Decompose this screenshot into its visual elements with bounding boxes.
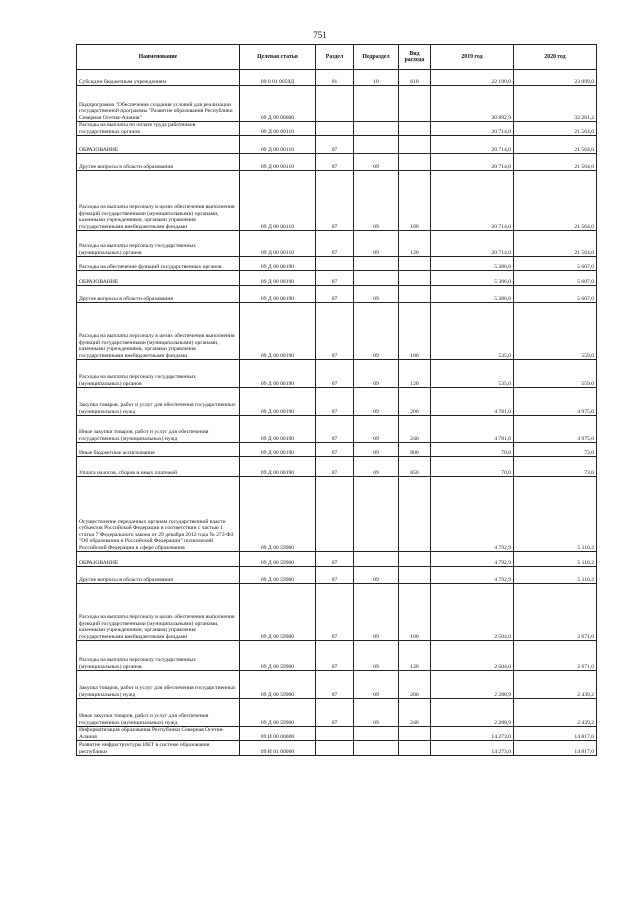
cell-subsection bbox=[354, 271, 399, 286]
cell-name: Закупка товаров, работ и услуг для обеспечения государственных (муниципальных) нужд bbox=[77, 671, 240, 699]
cell-name: Расходы на выплаты персоналу государственных (муниципальных) органов bbox=[77, 360, 240, 388]
cell-2020: 14 817,0 bbox=[514, 741, 597, 756]
cell-expense-type: 610 bbox=[399, 70, 431, 86]
cell-2020: 32 281,2 bbox=[514, 86, 597, 122]
cell-name: Развитие инфраструктуры ИКТ в системе образования республики bbox=[77, 741, 240, 756]
cell-2019: 20 714,0 bbox=[431, 231, 514, 257]
cell-2019: 535,0 bbox=[431, 303, 514, 360]
cell-subsection: 09 bbox=[354, 671, 399, 699]
table-row bbox=[77, 567, 597, 584]
table-row bbox=[77, 457, 597, 477]
table-row bbox=[77, 70, 597, 86]
cell-expense-type bbox=[399, 567, 431, 584]
header-section: Раздел bbox=[316, 45, 354, 70]
cell-target-code: 09 Д 00 00190 bbox=[240, 416, 316, 443]
cell-name: Расходы на выплаты персоналу в целях обеспечения выполнения функций государственными (муниципальными) органами, казенными учреждениями, органами управления государственными внебюджетными фондами bbox=[77, 303, 240, 360]
cell-section: 07 bbox=[316, 416, 354, 443]
cell-2020: 73,0 bbox=[514, 443, 597, 457]
cell-target-code: 09 Д 00 00000 bbox=[240, 86, 316, 122]
table-row bbox=[77, 416, 597, 443]
table-body bbox=[77, 70, 597, 756]
table-row bbox=[77, 86, 597, 122]
cell-target-code: 09 Д 00 00110 bbox=[240, 154, 316, 171]
header-target: Целевая статья bbox=[240, 45, 316, 70]
cell-expense-type bbox=[399, 727, 431, 741]
cell-section bbox=[316, 741, 354, 756]
cell-subsection bbox=[354, 86, 399, 122]
cell-name: Иные закупки товаров, работ и услуг для обеспечения государственных (муниципальных) нужд bbox=[77, 416, 240, 443]
cell-expense-type bbox=[399, 271, 431, 286]
cell-2020: 559,0 bbox=[514, 303, 597, 360]
cell-expense-type: 200 bbox=[399, 388, 431, 416]
cell-target-code: 09 И 00 00000 bbox=[240, 727, 316, 741]
cell-2019: 70,0 bbox=[431, 443, 514, 457]
cell-name: ОБРАЗОВАНИЕ bbox=[77, 271, 240, 286]
cell-2020: 21 564,0 bbox=[514, 171, 597, 231]
cell-2020: 5 110,2 bbox=[514, 477, 597, 552]
header-2020: 2020 год bbox=[514, 45, 597, 70]
cell-subsection: 09 bbox=[354, 360, 399, 388]
cell-section: 07 bbox=[316, 154, 354, 171]
cell-2019: 4 781,0 bbox=[431, 388, 514, 416]
cell-2020: 21 564,0 bbox=[514, 231, 597, 257]
cell-section bbox=[316, 122, 354, 136]
table-row bbox=[77, 271, 597, 286]
cell-2019: 2 504,0 bbox=[431, 584, 514, 641]
cell-expense-type bbox=[399, 477, 431, 552]
cell-section bbox=[316, 257, 354, 271]
table-row bbox=[77, 477, 597, 552]
cell-section: 07 bbox=[316, 271, 354, 286]
cell-subsection: 09 bbox=[354, 641, 399, 671]
budget-table bbox=[76, 44, 597, 756]
cell-expense-type bbox=[399, 154, 431, 171]
cell-subsection: 09 bbox=[354, 443, 399, 457]
table-row bbox=[77, 641, 597, 671]
cell-name: Осуществление переданных органам государственной власти субъектов Российской Федерации в соответствии с частью 1 статьи 7 Федерального закона от 29 декабря 2012 года № 273-ФЗ "Об образовании в Российской Федерации" полномочий Российской Федерации в сфере образования bbox=[77, 477, 240, 552]
cell-2019: 20 714,0 bbox=[431, 171, 514, 231]
table-row bbox=[77, 360, 597, 388]
cell-target-code: 09 Д 00 59900 bbox=[240, 641, 316, 671]
cell-section: 07 bbox=[316, 671, 354, 699]
table-row bbox=[77, 699, 597, 727]
page-number: 751 bbox=[313, 30, 327, 40]
cell-section: 07 bbox=[316, 552, 354, 567]
cell-2019: 4 781,0 bbox=[431, 416, 514, 443]
table-row bbox=[77, 257, 597, 271]
cell-name: Иные закупки товаров, работ и услуг для обеспечения государственных (муниципальных) нужд bbox=[77, 699, 240, 727]
header-type: Вид расхода bbox=[399, 45, 431, 70]
cell-subsection: 09 bbox=[354, 286, 399, 303]
cell-target-code: 09 Д 00 00190 bbox=[240, 286, 316, 303]
cell-subsection: 09 bbox=[354, 416, 399, 443]
cell-target-code: 09 Д 00 59900 bbox=[240, 552, 316, 567]
cell-expense-type: 240 bbox=[399, 699, 431, 727]
cell-2020: 2 671,0 bbox=[514, 584, 597, 641]
cell-name: Расходы на выплаты персоналу государственных (муниципальных) органов bbox=[77, 231, 240, 257]
table-row bbox=[77, 171, 597, 231]
cell-expense-type: 100 bbox=[399, 171, 431, 231]
cell-subsection bbox=[354, 122, 399, 136]
cell-subsection bbox=[354, 741, 399, 756]
cell-2020: 4 975,0 bbox=[514, 416, 597, 443]
cell-section: 07 bbox=[316, 171, 354, 231]
cell-expense-type bbox=[399, 122, 431, 136]
cell-section: 07 bbox=[316, 443, 354, 457]
cell-2019: 14 273,0 bbox=[431, 727, 514, 741]
cell-target-code: 09 Д 00 59900 bbox=[240, 671, 316, 699]
cell-target-code: 09 0 01 0059Д bbox=[240, 70, 316, 86]
cell-target-code: 09 Д 00 00190 bbox=[240, 271, 316, 286]
cell-subsection: 09 bbox=[354, 567, 399, 584]
table-row bbox=[77, 136, 597, 154]
table-row bbox=[77, 303, 597, 360]
cell-expense-type: 800 bbox=[399, 443, 431, 457]
cell-target-code: 09 Д 00 00190 bbox=[240, 457, 316, 477]
cell-subsection bbox=[354, 477, 399, 552]
table-row bbox=[77, 584, 597, 641]
cell-2019: 2 288,9 bbox=[431, 671, 514, 699]
cell-expense-type bbox=[399, 257, 431, 271]
cell-name: Расходы на выплаты персоналу в целях обеспечения выполнения функций государственными (муниципальными) органами, казенными учреждениями, органами управления государственными внебюджетными фондами bbox=[77, 584, 240, 641]
cell-2019: 4 792,9 bbox=[431, 567, 514, 584]
cell-section: 07 bbox=[316, 360, 354, 388]
cell-2019: 4 792,9 bbox=[431, 477, 514, 552]
cell-2020: 2 439,2 bbox=[514, 671, 597, 699]
cell-subsection bbox=[354, 136, 399, 154]
cell-2020: 5 607,0 bbox=[514, 271, 597, 286]
cell-expense-type bbox=[399, 741, 431, 756]
cell-2019: 20 714,0 bbox=[431, 154, 514, 171]
cell-subsection: 09 bbox=[354, 388, 399, 416]
cell-target-code: 09 Д 00 00190 bbox=[240, 360, 316, 388]
cell-section: 01 bbox=[316, 70, 354, 86]
cell-name: Закупка товаров, работ и услуг для обеспечения государственных (муниципальных) нужд bbox=[77, 388, 240, 416]
cell-name: Уплата налогов, сборов и иных платежей bbox=[77, 457, 240, 477]
cell-subsection: 10 bbox=[354, 70, 399, 86]
cell-section: 07 bbox=[316, 567, 354, 584]
cell-name: Подпрограмма "Обеспечение создания условий для реализации государственной программы "Развитие образования Республики Северная Осетия-Алания" bbox=[77, 86, 240, 122]
cell-2020: 14 817,0 bbox=[514, 727, 597, 741]
header-name: Наименование bbox=[77, 45, 240, 70]
cell-expense-type: 200 bbox=[399, 671, 431, 699]
cell-2020: 5 607,0 bbox=[514, 257, 597, 271]
cell-target-code: 09 Д 00 00110 bbox=[240, 171, 316, 231]
cell-target-code: 09 Д 00 59900 bbox=[240, 567, 316, 584]
cell-name: Иные бюджетные ассигнования bbox=[77, 443, 240, 457]
cell-subsection: 09 bbox=[354, 154, 399, 171]
table-row bbox=[77, 443, 597, 457]
table-row bbox=[77, 671, 597, 699]
cell-target-code: 09 Д 00 59900 bbox=[240, 477, 316, 552]
cell-expense-type: 120 bbox=[399, 641, 431, 671]
cell-2020: 73,0 bbox=[514, 457, 597, 477]
cell-expense-type: 120 bbox=[399, 360, 431, 388]
table-row bbox=[77, 231, 597, 257]
cell-name: ОБРАЗОВАНИЕ bbox=[77, 136, 240, 154]
header-2019: 2019 год bbox=[431, 45, 514, 70]
cell-subsection: 09 bbox=[354, 231, 399, 257]
cell-2019: 2 504,0 bbox=[431, 641, 514, 671]
cell-expense-type bbox=[399, 86, 431, 122]
cell-name: Расходы на выплаты персоналу государственных (муниципальных) органов bbox=[77, 641, 240, 671]
cell-2019: 535,0 bbox=[431, 360, 514, 388]
cell-name: ОБРАЗОВАНИЕ bbox=[77, 552, 240, 567]
cell-name: Другие вопросы в области образования bbox=[77, 154, 240, 171]
cell-expense-type bbox=[399, 286, 431, 303]
cell-target-code: 09 Д 00 00110 bbox=[240, 122, 316, 136]
cell-2019: 5 386,0 bbox=[431, 286, 514, 303]
cell-section: 07 bbox=[316, 388, 354, 416]
cell-section: 07 bbox=[316, 136, 354, 154]
cell-expense-type: 850 bbox=[399, 457, 431, 477]
cell-expense-type: 240 bbox=[399, 416, 431, 443]
cell-2020: 23 099,0 bbox=[514, 70, 597, 86]
cell-2019: 22 190,0 bbox=[431, 70, 514, 86]
cell-section bbox=[316, 727, 354, 741]
cell-2019: 14 273,0 bbox=[431, 741, 514, 756]
cell-2020: 4 975,0 bbox=[514, 388, 597, 416]
cell-expense-type: 120 bbox=[399, 231, 431, 257]
cell-name: Расходы на выплаты по оплате труда работников государственных органов bbox=[77, 122, 240, 136]
cell-expense-type bbox=[399, 552, 431, 567]
cell-subsection: 09 bbox=[354, 699, 399, 727]
table-row bbox=[77, 286, 597, 303]
cell-name: Расходы на выплаты персоналу в целях обеспечения выполнения функций государственными (муниципальными) органами, казенными учреждениями, органами управления государственными внебюджетными фондами bbox=[77, 171, 240, 231]
cell-section: 07 bbox=[316, 303, 354, 360]
cell-expense-type: 100 bbox=[399, 584, 431, 641]
cell-2020: 21 564,0 bbox=[514, 136, 597, 154]
cell-section: 07 bbox=[316, 286, 354, 303]
cell-section: 07 bbox=[316, 699, 354, 727]
cell-name: Расходы на обеспечение функций государственных органов bbox=[77, 257, 240, 271]
table-row bbox=[77, 154, 597, 171]
cell-2019: 5 386,0 bbox=[431, 271, 514, 286]
table-row bbox=[77, 741, 597, 756]
cell-2019: 4 792,9 bbox=[431, 552, 514, 567]
cell-section bbox=[316, 86, 354, 122]
cell-expense-type bbox=[399, 136, 431, 154]
cell-2020: 5 607,0 bbox=[514, 286, 597, 303]
header-subsection: Подраздел bbox=[354, 45, 399, 70]
cell-target-code: 09 Д 00 59900 bbox=[240, 584, 316, 641]
cell-target-code: 09 Д 00 00190 bbox=[240, 443, 316, 457]
cell-2019: 20 714,0 bbox=[431, 136, 514, 154]
cell-subsection: 09 bbox=[354, 303, 399, 360]
cell-target-code: 09 Д 00 00190 bbox=[240, 388, 316, 416]
cell-2019: 30 892,9 bbox=[431, 86, 514, 122]
cell-target-code: 09 И 01 00000 bbox=[240, 741, 316, 756]
cell-name: Другие вопросы в области образования bbox=[77, 567, 240, 584]
table-row bbox=[77, 727, 597, 741]
cell-subsection bbox=[354, 257, 399, 271]
table-row bbox=[77, 552, 597, 567]
cell-2020: 5 110,2 bbox=[514, 552, 597, 567]
cell-target-code: 09 Д 00 00110 bbox=[240, 136, 316, 154]
cell-target-code: 09 Д 00 00190 bbox=[240, 303, 316, 360]
cell-subsection bbox=[354, 727, 399, 741]
cell-subsection bbox=[354, 552, 399, 567]
cell-name: Субсидии бюджетным учреждениям bbox=[77, 70, 240, 86]
cell-2019: 70,0 bbox=[431, 457, 514, 477]
cell-section: 07 bbox=[316, 641, 354, 671]
cell-target-code: 09 Д 00 00190 bbox=[240, 257, 316, 271]
cell-subsection: 09 bbox=[354, 457, 399, 477]
cell-2020: 2 439,2 bbox=[514, 699, 597, 727]
cell-2020: 559,0 bbox=[514, 360, 597, 388]
table-header-row bbox=[77, 45, 597, 70]
cell-2020: 5 110,2 bbox=[514, 567, 597, 584]
cell-2020: 21 564,0 bbox=[514, 122, 597, 136]
cell-section bbox=[316, 477, 354, 552]
cell-section: 07 bbox=[316, 457, 354, 477]
cell-target-code: 09 Д 00 59900 bbox=[240, 699, 316, 727]
cell-name: Информатизация образования Республики Северная Осетия-Алания bbox=[77, 727, 240, 741]
cell-2020: 2 671,0 bbox=[514, 641, 597, 671]
cell-expense-type: 100 bbox=[399, 303, 431, 360]
cell-subsection: 09 bbox=[354, 584, 399, 641]
cell-2020: 21 564,0 bbox=[514, 154, 597, 171]
table-row bbox=[77, 122, 597, 136]
cell-subsection: 09 bbox=[354, 171, 399, 231]
cell-2019: 2 288,9 bbox=[431, 699, 514, 727]
cell-2019: 5 386,0 bbox=[431, 257, 514, 271]
cell-section: 07 bbox=[316, 231, 354, 257]
cell-name: Другие вопросы в области образования bbox=[77, 286, 240, 303]
cell-2019: 20 714,0 bbox=[431, 122, 514, 136]
table-row bbox=[77, 388, 597, 416]
cell-target-code: 09 Д 00 00110 bbox=[240, 231, 316, 257]
cell-section: 07 bbox=[316, 584, 354, 641]
